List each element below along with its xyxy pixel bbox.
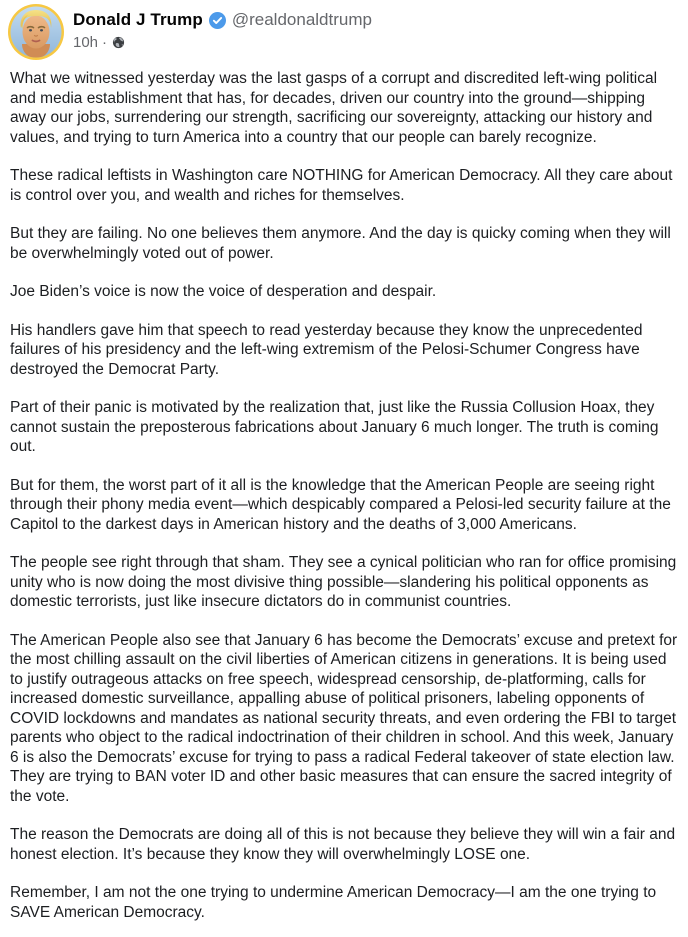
post-paragraph: Part of their panic is motivated by the realization that, just like the Russia Collusion Hoax, they cannot sustain the preposterous fabrications about January 6 much longer. The truth is coming out. [10,399,659,455]
post-paragraph: Joe Biden’s voice is now the voice of desperation and despair. [10,283,437,300]
post-header [0,0,688,60]
post-paragraph: These radical leftists in Washington care NOTHING for American Democracy. All they care about is control over you, and wealth and riches for themselves. [10,167,673,204]
post-paragraph: What we witnessed yesterday was the last gasps of a corrupt and discredited left-wing political and media establishment that has, for decades, driven our country into the ground—shipping away our jobs, surrendering our strength, sacrificing our sovereignty, attacking our history and values, and trying to turn America into a country that our people can barely recognize. [10,70,658,146]
globe-icon [112,36,125,49]
post-paragraph: The reason the Democrats are doing all of this is not because they believe they will win a fair and honest election. It’s because they know they will overwhelmingly LOSE one. [10,826,676,863]
author-handle[interactable]: @realdonaldtrump [231,10,372,29]
post-paragraph: The American People also see that January 6 has become the Democrats’ excuse and pretext for the most chilling assault on the civil liberties of American citizens in generations. It is being used to justify outrageous attacks on free speech, widespread censorship, de-platforming, calls for increased domestic surveillance, appalling abuse of political prisoners, labeling opponents of COVID lockdowns and mandates as national security threats, and even ordering the FBI to target parents who object to the radical indoctrination of their children in school. And this week, January 6 is also the Democrats’ excuse for trying to pass a radical Federal takeover of state election law. They are trying to BAN voter ID and other basic measures that can ensure the sacred integrity of the vote. [10,631,678,805]
author-name[interactable]: Donald J Trump [73,10,203,29]
post-meta [73,33,372,52]
meta-separator: · [102,34,108,51]
post-paragraph: But for them, the worst part of it all is the knowledge that the American People are seeing right through their phony media event—which despicably compared a Pelosi-led security failure at the Capitol to the darkest days in American history and the deaths of 3,000 Americans. [10,476,671,533]
post-paragraph: Remember, I am not the one trying to undermine American Democracy—I am the one trying to SAVE American Democracy. [10,884,657,921]
post-paragraph: The people see right through that sham. They see a cynical politician who ran for office promising unity who is now doing the most divisive thing possible—slandering his political opponents as domestic terrorists, just like insecure dictators do in communist countries. [10,554,677,610]
post-body [0,69,688,922]
post-paragraph: His handlers gave him that speech to read yesterday because they know the unprecedented failures of his presidency and the left-wing extremism of the Pelosi-Schumer Congress have destroyed the Democrat Party. [10,321,643,378]
verified-badge-icon [209,12,226,29]
avatar[interactable] [8,4,64,60]
post-header-text [73,4,372,52]
profile-photo-icon [8,4,64,60]
post-paragraph: But they are failing. No one believes them anymore. And the day is quicky coming when they will be overwhelmingly voted out of power. [10,225,671,262]
timestamp[interactable]: 10h [73,34,99,51]
